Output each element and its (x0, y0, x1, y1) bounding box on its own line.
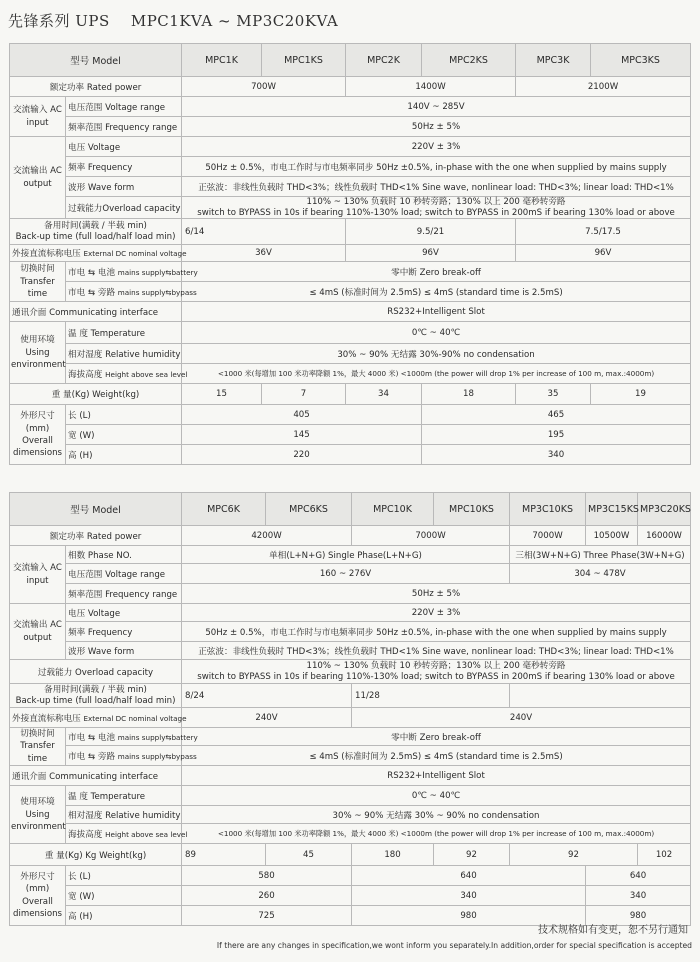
rated-power-value: 2100W (516, 77, 691, 97)
table-row (10, 117, 691, 137)
dc-voltage-value: 240V (352, 708, 691, 728)
rated-power-value: 700W (182, 77, 346, 97)
dc-voltage-label-en: External DC nominal voltage (83, 249, 187, 259)
length-value: 465 (422, 405, 691, 425)
voltage-range-value: 140V ~ 285V (182, 97, 691, 117)
backup-time-value: 9.5/21 (346, 219, 516, 245)
backup-time-value: 11/28 (352, 684, 510, 708)
output-voltage-value: 220V ± 3% (182, 604, 691, 622)
model-cell: MP3C10KS (510, 493, 586, 526)
table-row (10, 604, 691, 622)
model-cell: MPC10K (352, 493, 434, 526)
model-cell: MPC3KS (591, 44, 691, 77)
overload-line-en: switch to BYPASS in 10s if bearing 110%-130% load; switch to BYPASS in 200mS if bearing 130% load or above (197, 207, 675, 218)
altitude-label (66, 364, 188, 384)
model-header: 型号 Model (10, 44, 182, 77)
phase-three-value: 三相(3W+N+G) Three Phase(3W+N+G) (510, 546, 691, 564)
dc-voltage-label (10, 245, 187, 262)
frequency-range-value: 50Hz ± 5% (182, 584, 691, 604)
page-title: 先锋系列 UPS MPC1KVA ~ MP3C20KVA (8, 12, 339, 30)
weight-label: 重 量(Kg) Kg Weight(kg) (10, 844, 182, 866)
spec-table-2 (9, 492, 691, 926)
frequency-range-label: 频率范围 Frequency range (66, 584, 182, 604)
phase-label: 相数 Phase NO. (66, 546, 182, 564)
table-row (10, 344, 691, 364)
transfer-battery-label-cn: 市电 ⇆ 电池 (68, 267, 116, 278)
footer-note-en: If there are any changes in specification,we wont inform you separately.In addition,order for special specification is accepted (216, 941, 692, 950)
rated-power-value: 1400W (346, 77, 516, 97)
weight-label: 重 量(Kg) Weight(kg) (10, 384, 182, 405)
table-row (10, 137, 691, 157)
output-voltage-label: 电压 Voltage (66, 604, 182, 622)
model-cell: MPC10KS (434, 493, 510, 526)
table-row (10, 157, 691, 177)
ac-input-group: 交流输入 AC input (10, 546, 66, 604)
weight-value: 19 (591, 384, 691, 405)
table-row (10, 97, 691, 117)
transfer-bypass-label-cn: 市电 ⇆ 旁路 (68, 751, 116, 762)
phase-single-value: 单相(L+N+G) Single Phase(L+N+G) (182, 546, 510, 564)
table-row (10, 177, 691, 197)
ac-input-group: 交流输入 AC input (10, 97, 66, 137)
width-value: 145 (182, 425, 422, 445)
model-cell: MPC2K (346, 44, 422, 77)
model-cell: MP3C15KS (586, 493, 638, 526)
weight-value: 92 (434, 844, 510, 866)
weight-value: 45 (266, 844, 352, 866)
altitude-label-cn: 海拔高度 (68, 829, 103, 840)
dimensions-group: 外形尺寸 (mm) Overall dimensions (10, 866, 66, 926)
model-cell: MPC1K (182, 44, 262, 77)
temperature-value: 0℃ ~ 40℃ (182, 322, 691, 344)
model-header: 型号 Model (10, 493, 182, 526)
transfer-battery-label (66, 728, 198, 746)
length-label: 长 (L) (66, 405, 182, 425)
waveform-value: 正弦波：非线性负载时 THD<3%；线性负载时 THD<1% Sine wave, nonlinear load: THD<3%; linear load: THD<1% (182, 642, 691, 660)
transfer-time-group: 切换时间 Transfer time (10, 262, 66, 302)
transfer-battery-label-en: mains supply⇆battery (117, 267, 198, 277)
table-row (10, 766, 691, 786)
width-value: 340 (586, 886, 691, 906)
transfer-bypass-label-en: mains supply⇆bypass (117, 751, 197, 761)
waveform-label: 波形 Wave form (66, 177, 182, 197)
dc-voltage-label-en: External DC nominal voltage (83, 713, 187, 723)
table-row (10, 708, 691, 728)
table-row (10, 405, 691, 425)
dc-voltage-label-cn: 外接直流标称电压 (12, 249, 81, 260)
height-label: 高 (H) (66, 906, 182, 926)
transfer-battery-value: 零中断 Zero break-off (182, 728, 691, 746)
table-row (10, 197, 691, 219)
altitude-label (66, 824, 188, 844)
weight-value: 92 (510, 844, 638, 866)
table-row (10, 546, 691, 564)
rated-power-label: 额定功率 Rated power (10, 77, 182, 97)
table-row (10, 642, 691, 660)
temperature-label: 温 度 Temperature (66, 786, 182, 806)
width-value: 260 (182, 886, 352, 906)
table-row (10, 219, 691, 245)
rated-power-value: 4200W (182, 526, 352, 546)
frequency-range-label: 频率范围 Frequency range (66, 117, 182, 137)
table-row (10, 282, 691, 302)
table-row (10, 786, 691, 806)
comm-interface-label: 通讯介面 Communicating interface (10, 302, 182, 322)
transfer-battery-label-cn: 市电 ⇆ 电池 (68, 732, 116, 743)
model-cell: MP3C20KS (638, 493, 691, 526)
table-row (10, 322, 691, 344)
overload-label: 过载能力Overload capacity (66, 197, 182, 219)
weight-value: 89 (182, 844, 266, 866)
environment-group: 使用环境 Using environment (10, 322, 66, 384)
weight-value: 180 (352, 844, 434, 866)
rated-power-value: 16000W (638, 526, 691, 546)
waveform-value: 正弦波：非线性负载时 THD<3%；线性负载时 THD<1% Sine wave, nonlinear load: THD<3%; linear load: THD<1% (182, 177, 691, 197)
table-row (10, 262, 691, 282)
transfer-bypass-label-cn: 市电 ⇆ 旁路 (68, 287, 116, 298)
height-value: 725 (182, 906, 352, 926)
table-row (10, 660, 691, 684)
dc-voltage-value: 240V (182, 708, 352, 728)
table-row (10, 245, 691, 262)
transfer-bypass-label (66, 282, 197, 302)
overload-value (182, 660, 691, 684)
height-value: 220 (182, 445, 422, 465)
altitude-label-en: Height above sea level (105, 369, 188, 379)
model-cell: MPC2KS (422, 44, 516, 77)
length-value: 640 (586, 866, 691, 886)
environment-group: 使用环境 Using environment (10, 786, 66, 844)
backup-time-label (10, 684, 182, 708)
ac-output-group: 交流输出 AC output (10, 137, 66, 219)
table-row (10, 684, 691, 708)
output-frequency-value: 50Hz ± 0.5%，市电工作时与市电频率同步 50Hz ±0.5%, in-phase with the one when supplied by mains supply (182, 157, 691, 177)
overload-value (182, 197, 691, 219)
height-value: 980 (352, 906, 586, 926)
overload-line-cn: 110% ~ 130% 负载时 10 秒转旁路；130% 以上 200 毫秒转旁路 (306, 197, 566, 207)
rated-power-label: 额定功率 Rated power (10, 526, 182, 546)
model-cell: MPC6KS (266, 493, 352, 526)
table-row (10, 77, 691, 97)
table-row (10, 526, 691, 546)
comm-interface-value: RS232+Intelligent Slot (182, 302, 691, 322)
output-frequency-label: 频率 Frequency (66, 157, 182, 177)
table-row (10, 728, 691, 746)
spec-table-1 (9, 43, 691, 465)
height-value: 340 (422, 445, 691, 465)
model-cell: MPC1KS (262, 44, 346, 77)
output-voltage-label: 电压 Voltage (66, 137, 182, 157)
table-row (10, 302, 691, 322)
table-row (10, 844, 691, 866)
output-frequency-value: 50Hz ± 0.5%，市电工作时与市电频率同步 50Hz ±0.5%, in-phase with the one when supplied by mains supply (182, 622, 691, 642)
voltage-range-label: 电压范围 Voltage range (66, 97, 182, 117)
table-row (10, 746, 691, 766)
voltage-range-single-value: 160 ~ 276V (182, 564, 510, 584)
backup-time-value: 8/24 (182, 684, 352, 708)
backup-time-label-cn: 备用时间(满载 / 半载 min) (44, 221, 147, 232)
backup-time-value: 7.5/17.5 (516, 219, 691, 245)
dc-voltage-label (10, 708, 187, 728)
width-value: 340 (352, 886, 586, 906)
output-voltage-value: 220V ± 3% (182, 137, 691, 157)
backup-time-label-en: Back-up time (full load/half load min) (15, 231, 176, 242)
backup-time-value: 6/14 (182, 219, 346, 245)
backup-time-empty (510, 684, 691, 708)
width-label: 宽 (W) (66, 425, 182, 445)
transfer-bypass-value: ≤ 4mS (标准时间为 2.5mS) ≤ 4mS (standard time is 2.5mS) (182, 282, 691, 302)
altitude-value: <1000 米(每增加 100 米功率降额 1%，最大 4000 米) <1000m (the power will drop 1% per increase of 100 m, max.:4000m) (182, 824, 691, 844)
weight-value: 102 (638, 844, 691, 866)
table-row (10, 584, 691, 604)
table-row (10, 425, 691, 445)
footer-note-cn: 技术规格如有变更，恕不另行通知 (538, 925, 688, 936)
table-row (10, 44, 691, 77)
voltage-range-label: 电压范围 Voltage range (66, 564, 182, 584)
table-row (10, 866, 691, 886)
dc-voltage-label-cn: 外接直流标称电压 (12, 713, 81, 724)
rated-power-value: 7000W (352, 526, 510, 546)
table-row (10, 384, 691, 405)
weight-value: 34 (346, 384, 422, 405)
model-cell: MPC3K (516, 44, 591, 77)
humidity-label: 相对湿度 Relative humidity (66, 344, 182, 364)
humidity-value: 30% ~ 90% 无结露 30% ~ 90% no condensation (182, 806, 691, 824)
transfer-bypass-value: ≤ 4mS (标准时间为 2.5mS) ≤ 4mS (standard time is 2.5mS) (182, 746, 691, 766)
length-value: 640 (352, 866, 586, 886)
length-value: 405 (182, 405, 422, 425)
backup-time-label (10, 219, 182, 245)
rated-power-value: 7000W (510, 526, 586, 546)
backup-time-label-en: Back-up time (full load/half load min) (15, 695, 176, 706)
table-row (10, 886, 691, 906)
table-row (10, 824, 691, 844)
transfer-bypass-label-en: mains supply⇆bypass (117, 287, 197, 297)
rated-power-value: 10500W (586, 526, 638, 546)
height-value: 980 (586, 906, 691, 926)
backup-time-label-cn: 备用时间(满载 / 半载 min) (44, 684, 147, 695)
transfer-battery-value: 零中断 Zero break-off (182, 262, 691, 282)
weight-value: 18 (422, 384, 516, 405)
table-row (10, 445, 691, 465)
voltage-range-three-value: 304 ~ 478V (510, 564, 691, 584)
table-row (10, 806, 691, 824)
altitude-value: <1000 米(每增加 100 米功率降额 1%，最大 4000 米) <1000m (the power will drop 1% per increase of 100 m, max.:4000m) (182, 364, 691, 384)
dc-voltage-value: 96V (346, 245, 516, 262)
model-cell: MPC6K (182, 493, 266, 526)
comm-interface-value: RS232+Intelligent Slot (182, 766, 691, 786)
humidity-value: 30% ~ 90% 无结露 30%-90% no condensation (182, 344, 691, 364)
output-frequency-label: 频率 Frequency (66, 622, 182, 642)
weight-value: 15 (182, 384, 262, 405)
dc-voltage-value: 36V (182, 245, 346, 262)
humidity-label: 相对湿度 Relative humidity (66, 806, 182, 824)
length-value: 580 (182, 866, 352, 886)
table-row (10, 493, 691, 526)
transfer-battery-label-en: mains supply⇆battery (117, 732, 198, 742)
overload-line-en: switch to BYPASS in 10s if bearing 110%-130% load; switch to BYPASS in 200mS if bearing 130% load or above (197, 671, 675, 682)
transfer-bypass-label (66, 746, 197, 766)
table-row (10, 564, 691, 584)
ac-output-group: 交流输出 AC output (10, 604, 66, 660)
altitude-label-en: Height above sea level (105, 829, 188, 839)
transfer-time-group: 切换时间 Transfer time (10, 728, 66, 766)
width-value: 195 (422, 425, 691, 445)
waveform-label: 波形 Wave form (66, 642, 182, 660)
width-label: 宽 (W) (66, 886, 182, 906)
length-label: 长 (L) (66, 866, 182, 886)
frequency-range-value: 50Hz ± 5% (182, 117, 691, 137)
dc-voltage-value: 96V (516, 245, 691, 262)
temperature-value: 0℃ ~ 40℃ (182, 786, 691, 806)
transfer-battery-label (66, 262, 198, 282)
weight-value: 7 (262, 384, 346, 405)
height-label: 高 (H) (66, 445, 182, 465)
table-row (10, 622, 691, 642)
table-row (10, 364, 691, 384)
overload-line-cn: 110% ~ 130% 负载时 10 秒转旁路；130% 以上 200 毫秒转旁路 (306, 660, 566, 671)
comm-interface-label: 通讯介面 Communicating interface (10, 766, 182, 786)
overload-label: 过载能力 Overload capacity (10, 660, 182, 684)
altitude-label-cn: 海拔高度 (68, 369, 103, 380)
weight-value: 35 (516, 384, 591, 405)
dimensions-group: 外形尺寸 (mm) Overall dimensions (10, 405, 66, 465)
temperature-label: 温 度 Temperature (66, 322, 182, 344)
